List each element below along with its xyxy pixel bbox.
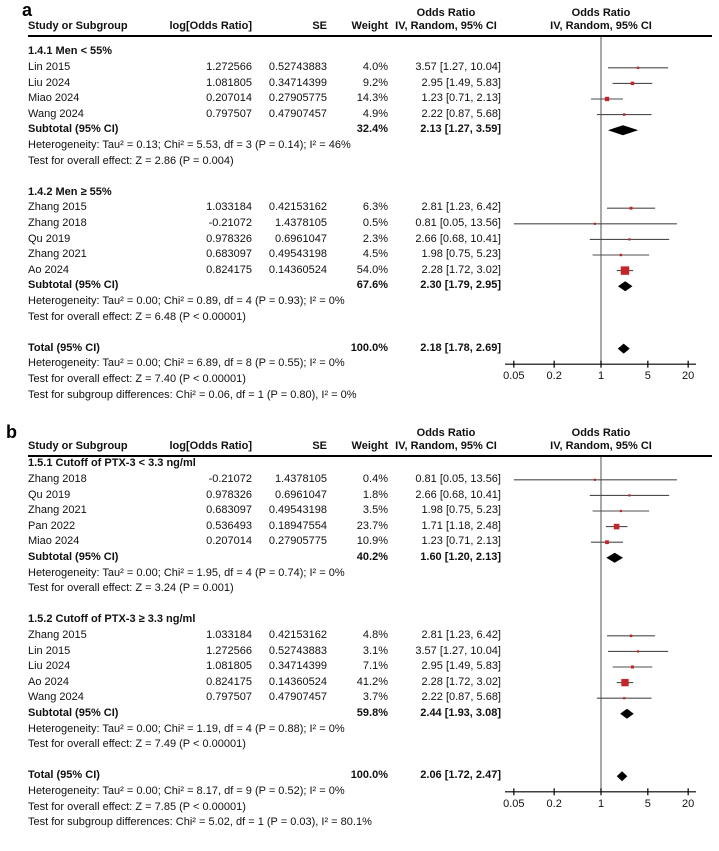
ci-value: 2.66 [0.68, 10.41]	[415, 232, 501, 245]
logor-value: 0.683097	[206, 504, 252, 517]
logor-value: 0.797507	[206, 691, 252, 704]
se-value: 0.52743883	[268, 61, 327, 73]
se-column-header: SE	[312, 20, 327, 32]
pooled-weight: 100.0%	[350, 341, 388, 354]
study-name: Zhang 2018	[28, 473, 87, 485]
logor-value: -0.21072	[208, 473, 252, 485]
logor-value: 0.824175	[206, 263, 252, 276]
ci-value: 1.71 [1.18, 2.48]	[421, 519, 501, 532]
weight-column-header: Weight	[351, 20, 388, 32]
logor-column-header: log[Odds Ratio]	[169, 440, 252, 452]
point-estimate-marker	[630, 207, 633, 210]
effect-plot-header: Odds Ratio	[571, 7, 631, 19]
study-name: Wang 2024	[28, 107, 84, 120]
se-value: 0.47907457	[268, 691, 327, 704]
panel-label: a	[22, 0, 33, 20]
ci-value: 2.66 [0.68, 10.41]	[415, 488, 501, 501]
point-estimate-marker	[637, 650, 639, 652]
se-value: 0.49543198	[268, 504, 327, 517]
ci-value: 2.81 [1.23, 6.42]	[421, 629, 501, 641]
axis-tick-label: 0.2	[546, 797, 562, 810]
ci-value: 2.95 [1.49, 5.83]	[421, 660, 501, 673]
axis-tick-label: 5	[644, 370, 651, 383]
point-estimate-marker	[623, 113, 626, 116]
pooled-ci: 2.18 [1.78, 2.69]	[420, 341, 501, 354]
study-name: Ao 2024	[28, 263, 69, 276]
pooled-ci: 2.30 [1.79, 2.95]	[420, 279, 501, 292]
weight-value: 4.0%	[362, 61, 388, 73]
ci-value: 0.81 [0.05, 13.56]	[415, 473, 501, 485]
study-name: Liu 2024	[28, 660, 71, 673]
axis-tick-label: 1	[597, 797, 605, 810]
logor-value: 0.824175	[206, 675, 252, 688]
se-value: 0.42153162	[268, 629, 327, 641]
ci-value: 2.22 [0.87, 5.68]	[421, 107, 501, 120]
ci-value: 2.95 [1.49, 5.83]	[421, 76, 501, 89]
se-value: 0.42153162	[268, 201, 327, 214]
weight-value: 4.9%	[362, 107, 388, 120]
pooled-weight: 100.0%	[350, 769, 388, 782]
point-estimate-marker	[621, 266, 629, 274]
axis-tick-label: 0.2	[546, 370, 562, 383]
se-value: 0.14360524	[268, 263, 327, 276]
ci-value: 2.81 [1.23, 6.42]	[421, 201, 501, 214]
point-estimate-marker	[630, 635, 633, 638]
subgroup-label: 1.5.2 Cutoff of PTX-3 ≥ 3.3 ng/ml	[28, 613, 196, 626]
pooled-label: Subtotal (95% CI)	[28, 123, 119, 136]
weight-column-header: Weight	[351, 440, 388, 452]
axis-tick-label: 5	[644, 797, 651, 810]
pooled-weight: 59.8%	[356, 707, 388, 719]
study-name: Miao 2024	[28, 92, 80, 105]
logor-value: -0.21072	[208, 217, 252, 229]
axis-tick-label: 1	[597, 370, 605, 383]
note-text: Heterogeneity: Tau² = 0.00; Chi² = 0.89, df = 4 (P = 0.93); I² = 0%	[28, 295, 345, 307]
point-estimate-marker	[605, 540, 609, 544]
note-text: Heterogeneity: Tau² = 0.00; Chi² = 1.19, df = 4 (P = 0.88); I² = 0%	[28, 722, 345, 735]
point-estimate-marker	[620, 254, 622, 256]
weight-value: 41.2%	[356, 675, 388, 688]
weight-value: 4.8%	[362, 629, 388, 641]
logor-value: 1.033184	[206, 629, 252, 641]
logor-value: 1.081805	[206, 660, 252, 673]
study-name: Zhang 2021	[28, 248, 87, 261]
ci-value: 1.23 [0.71, 2.13]	[421, 535, 501, 548]
study-column-header: Study or Subgroup	[28, 20, 128, 32]
point-estimate-marker	[620, 510, 622, 512]
header-rule	[28, 35, 712, 37]
ci-value: 1.98 [0.75, 5.23]	[421, 248, 501, 261]
point-estimate-marker	[637, 67, 639, 69]
se-value: 0.34714399	[268, 76, 327, 89]
ci-value: 2.28 [1.72, 3.02]	[421, 675, 501, 688]
axis-tick-label: 20	[682, 370, 695, 383]
logor-value: 0.797507	[206, 107, 252, 120]
pooled-label: Subtotal (95% CI)	[28, 551, 119, 563]
note-text: Test for overall effect: Z = 7.49 (P < 0.00001)	[28, 738, 246, 751]
method-plot-header: IV, Random, 95% CI	[550, 440, 652, 452]
point-estimate-marker	[614, 524, 620, 530]
point-estimate-marker	[594, 223, 596, 225]
study-name: Lin 2015	[28, 644, 71, 657]
pooled-label: Total (95% CI)	[28, 341, 100, 354]
pooled-diamond	[618, 281, 633, 291]
logor-value: 1.272566	[206, 644, 252, 657]
weight-value: 0.5%	[362, 217, 388, 229]
note-text: Test for overall effect: Z = 7.85 (P < 0.00001)	[28, 800, 246, 813]
pooled-weight: 40.2%	[356, 551, 388, 563]
logor-column-header: log[Odds Ratio]	[169, 20, 252, 32]
se-value: 0.14360524	[268, 675, 327, 688]
weight-value: 1.8%	[362, 488, 388, 501]
se-value: 0.6961047	[275, 232, 327, 245]
logor-value: 0.536493	[206, 519, 252, 532]
weight-value: 3.5%	[362, 504, 388, 517]
ci-value: 0.81 [0.05, 13.56]	[415, 217, 501, 229]
note-text: Heterogeneity: Tau² = 0.00; Chi² = 6.89, df = 8 (P = 0.55); I² = 0%	[28, 357, 345, 370]
weight-value: 0.4%	[362, 473, 388, 485]
weight-value: 6.3%	[362, 201, 388, 214]
weight-value: 9.2%	[362, 76, 388, 89]
ci-value: 2.28 [1.72, 3.02]	[421, 263, 501, 276]
study-name: Lin 2015	[28, 61, 71, 73]
pooled-diamond	[620, 709, 634, 719]
pooled-label: Total (95% CI)	[28, 769, 100, 782]
subgroup-label: 1.5.1 Cutoff of PTX-3 < 3.3 ng/ml	[28, 457, 196, 470]
weight-value: 10.9%	[356, 535, 388, 548]
ci-value: 3.57 [1.27, 10.04]	[415, 644, 501, 657]
se-value: 0.34714399	[268, 660, 327, 673]
method-column-header: IV, Random, 95% CI	[395, 20, 497, 32]
effect-plot-header: Odds Ratio	[571, 427, 631, 439]
point-estimate-marker	[631, 665, 634, 668]
note-text: Test for overall effect: Z = 7.40 (P < 0.00001)	[28, 373, 246, 385]
study-name: Pan 2022	[28, 519, 76, 532]
subgroup-label: 1.4.1 Men < 55%	[28, 45, 113, 58]
point-estimate-marker	[594, 479, 596, 481]
weight-value: 2.3%	[362, 232, 388, 245]
study-name: Zhang 2015	[28, 201, 87, 214]
point-estimate-marker	[605, 97, 609, 101]
weight-value: 23.7%	[356, 519, 388, 532]
subgroup-label: 1.4.2 Men ≥ 55%	[28, 185, 112, 198]
method-column-header: IV, Random, 95% CI	[395, 440, 497, 452]
pooled-weight: 32.4%	[356, 123, 388, 136]
note-text: Heterogeneity: Tau² = 0.00; Chi² = 8.17, df = 9 (P = 0.52); I² = 0%	[28, 785, 345, 797]
weight-value: 7.1%	[362, 660, 388, 673]
pooled-diamond	[606, 553, 623, 563]
se-column-header: SE	[312, 440, 327, 452]
study-column-header: Study or Subgroup	[28, 440, 128, 452]
se-value: 0.27905775	[268, 535, 327, 548]
logor-value: 0.978326	[206, 488, 252, 501]
pooled-label: Subtotal (95% CI)	[28, 279, 119, 292]
weight-value: 14.3%	[356, 92, 388, 105]
note-text: Test for overall effect: Z = 2.86 (P = 0.004)	[28, 154, 234, 167]
note-text: Test for overall effect: Z = 3.24 (P = 0.001)	[28, 582, 234, 595]
point-estimate-marker	[623, 697, 625, 699]
study-name: Ao 2024	[28, 675, 69, 688]
logor-value: 1.272566	[206, 61, 252, 73]
ci-value: 2.22 [0.87, 5.68]	[421, 691, 501, 704]
se-value: 1.4378105	[275, 473, 327, 485]
point-estimate-marker	[621, 679, 628, 686]
study-name: Liu 2024	[28, 76, 71, 89]
se-value: 0.49543198	[268, 248, 327, 261]
pooled-weight: 67.6%	[356, 279, 388, 292]
method-plot-header: IV, Random, 95% CI	[550, 20, 652, 32]
ci-value: 1.98 [0.75, 5.23]	[421, 504, 501, 517]
pooled-ci: 2.13 [1.27, 3.59]	[420, 123, 501, 136]
ci-value: 1.23 [0.71, 2.13]	[421, 92, 501, 105]
point-estimate-marker	[628, 238, 630, 240]
axis-tick-label: 0.05	[503, 797, 525, 810]
logor-value: 1.033184	[206, 201, 252, 214]
panel-label: b	[6, 422, 17, 442]
study-name: Wang 2024	[28, 691, 84, 704]
logor-value: 1.081805	[206, 76, 252, 89]
ci-value: 3.57 [1.27, 10.04]	[415, 61, 501, 73]
se-value: 0.18947554	[268, 519, 327, 532]
axis-tick-label: 20	[682, 797, 695, 810]
note-text: Test for overall effect: Z = 6.48 (P < 0.00001)	[28, 310, 246, 323]
note-text: Test for subgroup differences: Chi² = 0.06, df = 1 (P = 0.80), I² = 0%	[28, 388, 357, 401]
logor-value: 0.207014	[206, 535, 252, 548]
pooled-diamond	[618, 344, 630, 354]
axis-tick-label: 0.05	[503, 370, 525, 383]
weight-value: 4.5%	[362, 248, 388, 261]
pooled-ci: 1.60 [1.20, 2.13]	[420, 551, 501, 563]
pooled-diamond	[608, 125, 638, 135]
pooled-label: Subtotal (95% CI)	[28, 707, 119, 719]
point-estimate-marker	[628, 494, 630, 496]
weight-value: 3.1%	[362, 644, 388, 657]
pooled-ci: 2.44 [1.93, 3.08]	[420, 707, 501, 719]
pooled-ci: 2.06 [1.72, 2.47]	[420, 769, 501, 782]
note-text: Heterogeneity: Tau² = 0.13; Chi² = 5.53, df = 3 (P = 0.14); I² = 46%	[28, 139, 351, 151]
effect-column-header: Odds Ratio	[416, 7, 476, 19]
logor-value: 0.683097	[206, 248, 252, 261]
study-name: Zhang 2015	[28, 629, 87, 641]
point-estimate-marker	[631, 82, 634, 85]
effect-column-header: Odds Ratio	[416, 427, 476, 439]
logor-value: 0.978326	[206, 232, 252, 245]
logor-value: 0.207014	[206, 92, 252, 105]
study-name: Qu 2019	[28, 232, 71, 245]
se-value: 1.4378105	[275, 217, 327, 229]
se-value: 0.52743883	[268, 644, 327, 657]
weight-value: 3.7%	[362, 691, 388, 704]
note-text: Heterogeneity: Tau² = 0.00; Chi² = 1.95, df = 4 (P = 0.74); I² = 0%	[28, 566, 345, 579]
study-name: Zhang 2021	[28, 504, 87, 517]
se-value: 0.27905775	[268, 92, 327, 105]
weight-value: 54.0%	[356, 263, 388, 276]
study-name: Qu 2019	[28, 488, 71, 501]
study-name: Miao 2024	[28, 535, 80, 548]
pooled-diamond	[617, 771, 628, 781]
note-text: Test for subgroup differences: Chi² = 5.02, df = 1 (P = 0.03), I² = 80.1%	[28, 816, 372, 829]
se-value: 0.6961047	[275, 488, 327, 501]
study-name: Zhang 2018	[28, 217, 87, 229]
se-value: 0.47907457	[268, 107, 327, 120]
